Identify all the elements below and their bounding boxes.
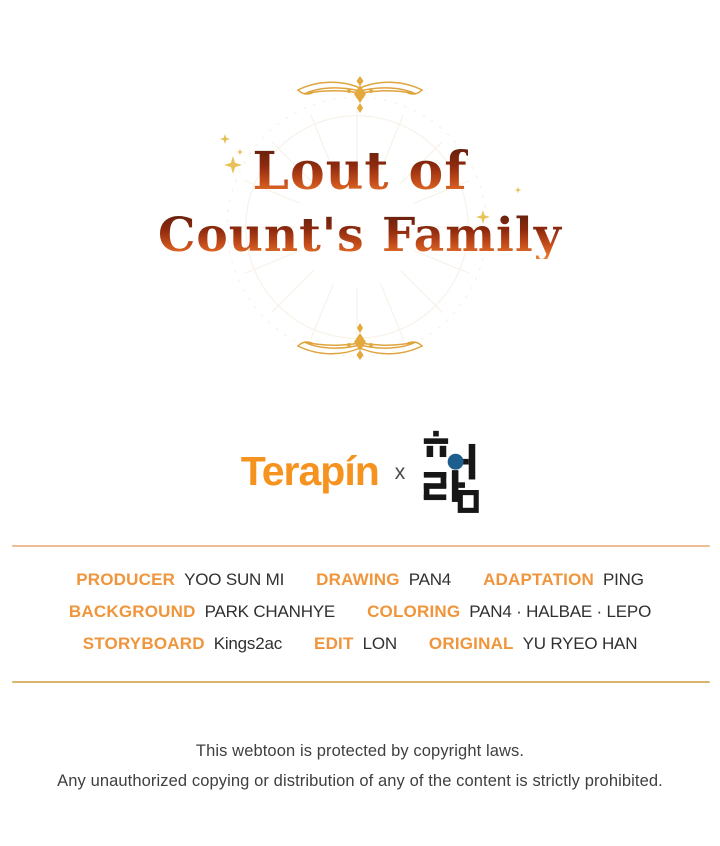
- credits-divider-bottom: [12, 681, 710, 683]
- collab-x-separator: x: [394, 461, 406, 484]
- credit-coloring: [367, 602, 651, 622]
- credit-name: YU RYEO HAN: [522, 634, 638, 653]
- flourish-bottom-icon: [292, 318, 428, 362]
- flourish-top-icon: [292, 74, 428, 118]
- credit-name: YOO SUN MI: [184, 570, 285, 589]
- series-title: [0, 141, 720, 263]
- credit-label: ADAPTATION: [483, 570, 594, 589]
- credit-background: [69, 602, 335, 622]
- credit-label: DRAWING: [316, 570, 400, 589]
- credit-name: Kings2ac: [213, 634, 283, 653]
- series-title-line1: Lout of: [252, 141, 468, 202]
- copyright-line1: This webtoon is protected by copyright laws.: [195, 742, 525, 760]
- publisher-lockup: [0, 428, 720, 520]
- credit-label: PRODUCER: [76, 570, 176, 589]
- credit-storyboard: [83, 634, 282, 654]
- credit-name: PAN4 · HALBAE · LEPO: [469, 602, 652, 621]
- copyright-notice: [0, 736, 720, 796]
- credit-producer: [76, 570, 284, 590]
- copyright-line2: Any unauthorized copying or distribution of any of the content is strictly prohibited.: [57, 772, 663, 790]
- cheongeoram-logo-icon: [421, 429, 479, 515]
- series-title-line2: Count's Family: [157, 208, 563, 263]
- terapin-logo: Terapín: [240, 447, 379, 494]
- cheongeoram-logo: [421, 429, 479, 520]
- credits-divider-top: [12, 545, 710, 547]
- credit-name: PARK CHANHYE: [204, 602, 336, 621]
- credits-section: [0, 570, 720, 654]
- credit-adaptation: [483, 570, 644, 590]
- credit-name: PING: [602, 570, 644, 589]
- credit-original: [429, 634, 637, 654]
- credit-name: PAN4: [408, 570, 452, 589]
- credit-label: COLORING: [367, 602, 461, 621]
- credit-label: STORYBOARD: [82, 634, 205, 653]
- credit-label: EDIT: [314, 634, 354, 653]
- credit-label: BACKGROUND: [68, 602, 196, 621]
- credits-row: [83, 634, 638, 654]
- credit-name: LON: [362, 634, 397, 653]
- sparkle-icon: [219, 133, 231, 145]
- credits-row: [69, 602, 651, 622]
- credit-drawing: [316, 570, 451, 590]
- credits-row: [76, 570, 644, 590]
- credit-label: ORIGINAL: [428, 634, 514, 653]
- credit-edit: [314, 634, 397, 654]
